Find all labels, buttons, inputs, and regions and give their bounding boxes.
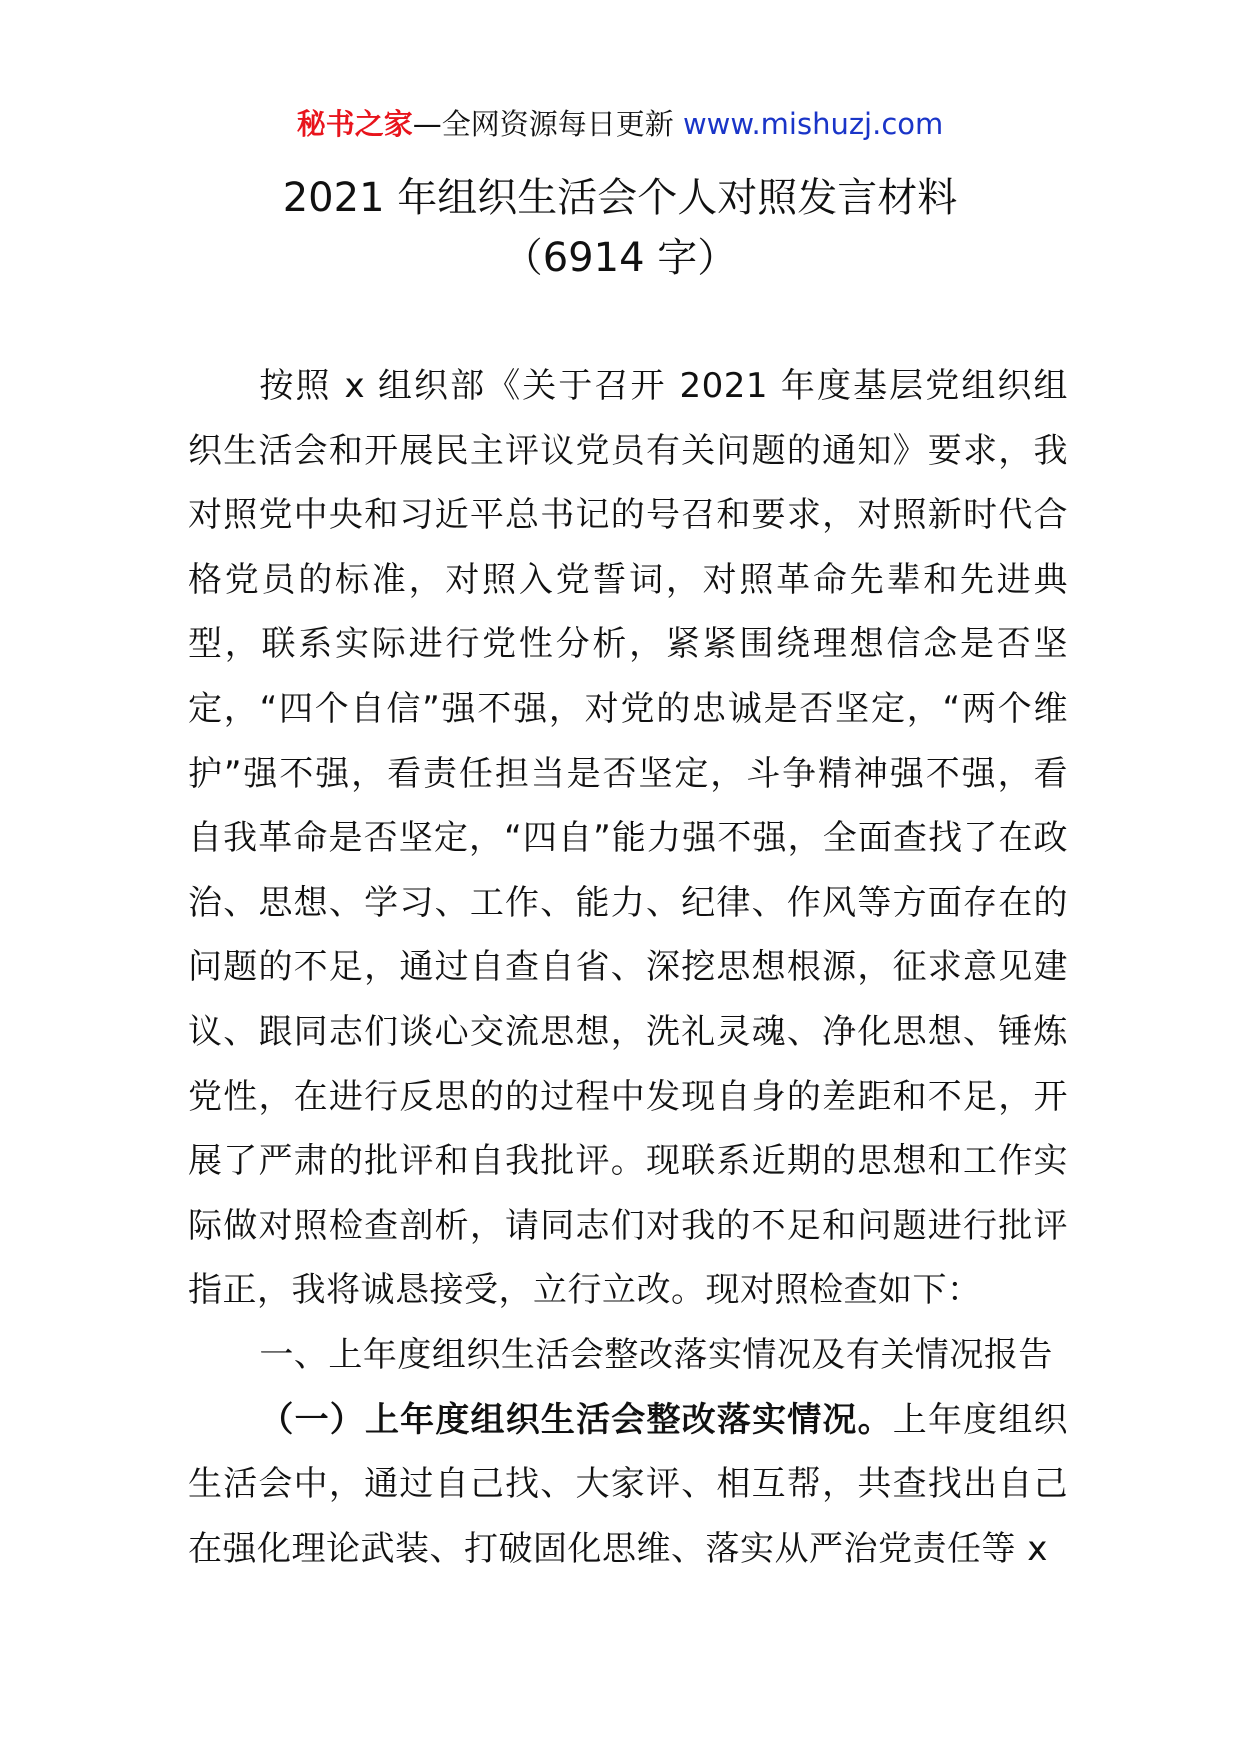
section-heading-1: 一、上年度组织生活会整改落实情况及有关情况报告 — [259, 1334, 1053, 1375]
header-slogan: —全网资源每日更新 — [412, 107, 683, 141]
subsection-paragraph-1 — [188, 1388, 1068, 1582]
document-title — [0, 168, 1240, 288]
title-line-1: 2021 年组织生活会个人对照发言材料 — [282, 175, 958, 221]
document-body — [188, 354, 1068, 1581]
brand-name: 秘书之家 — [296, 107, 413, 141]
intro-paragraph: 按照 x 组织部《关于召开 2021 年度基层党组织组织生活会和开展民主评议党员有关问题的通知》要求，我对照党中央和习近平总书记的号召和要求，对照新时代合格党员的标准，对照入党誓词，对照革命先辈和先进典型，联系实际进行党性分析，紧紧围绕理想信念是否坚定，“四个自信”强不强，对党的忠诚是否坚定，“两个维护”强不强，看责任担当是否坚定，斗争精神强不强，看自我革命是否坚定，“四自”能力强不强，全面查找了在政治、思想、学习、工作、能力、纪律、作风等方面存在的问题的不足，通过自查自省、深挖思想根源，征求意见建议、跟同志们谈心交流思想，洗礼灵魂、净化思想、锤炼党性，在进行反思的的过程中发现自身的差距和不足，开展了严肃的批评和自我批评。现联系近期的思想和工作实际做对照检查剖析，请同志们对我的不足和问题进行批评指正，我将诚恳接受，立行立改。现对照检查如下： — [188, 366, 1068, 1311]
title-word-count: （6914 字） — [502, 235, 738, 281]
subsection-heading-1: （一）上年度组织生活会整改落实情况。 — [259, 1399, 893, 1440]
site-header — [0, 104, 1240, 144]
site-url-link[interactable]: www.mishuzj.com — [682, 107, 944, 141]
subsection-text-1: 上年度组织生活会中，通过自己找、大家评、相互帮，共查找出自己在强化理论武装、打破固化思维、落实从严治党责任等 x — [188, 1399, 1069, 1569]
